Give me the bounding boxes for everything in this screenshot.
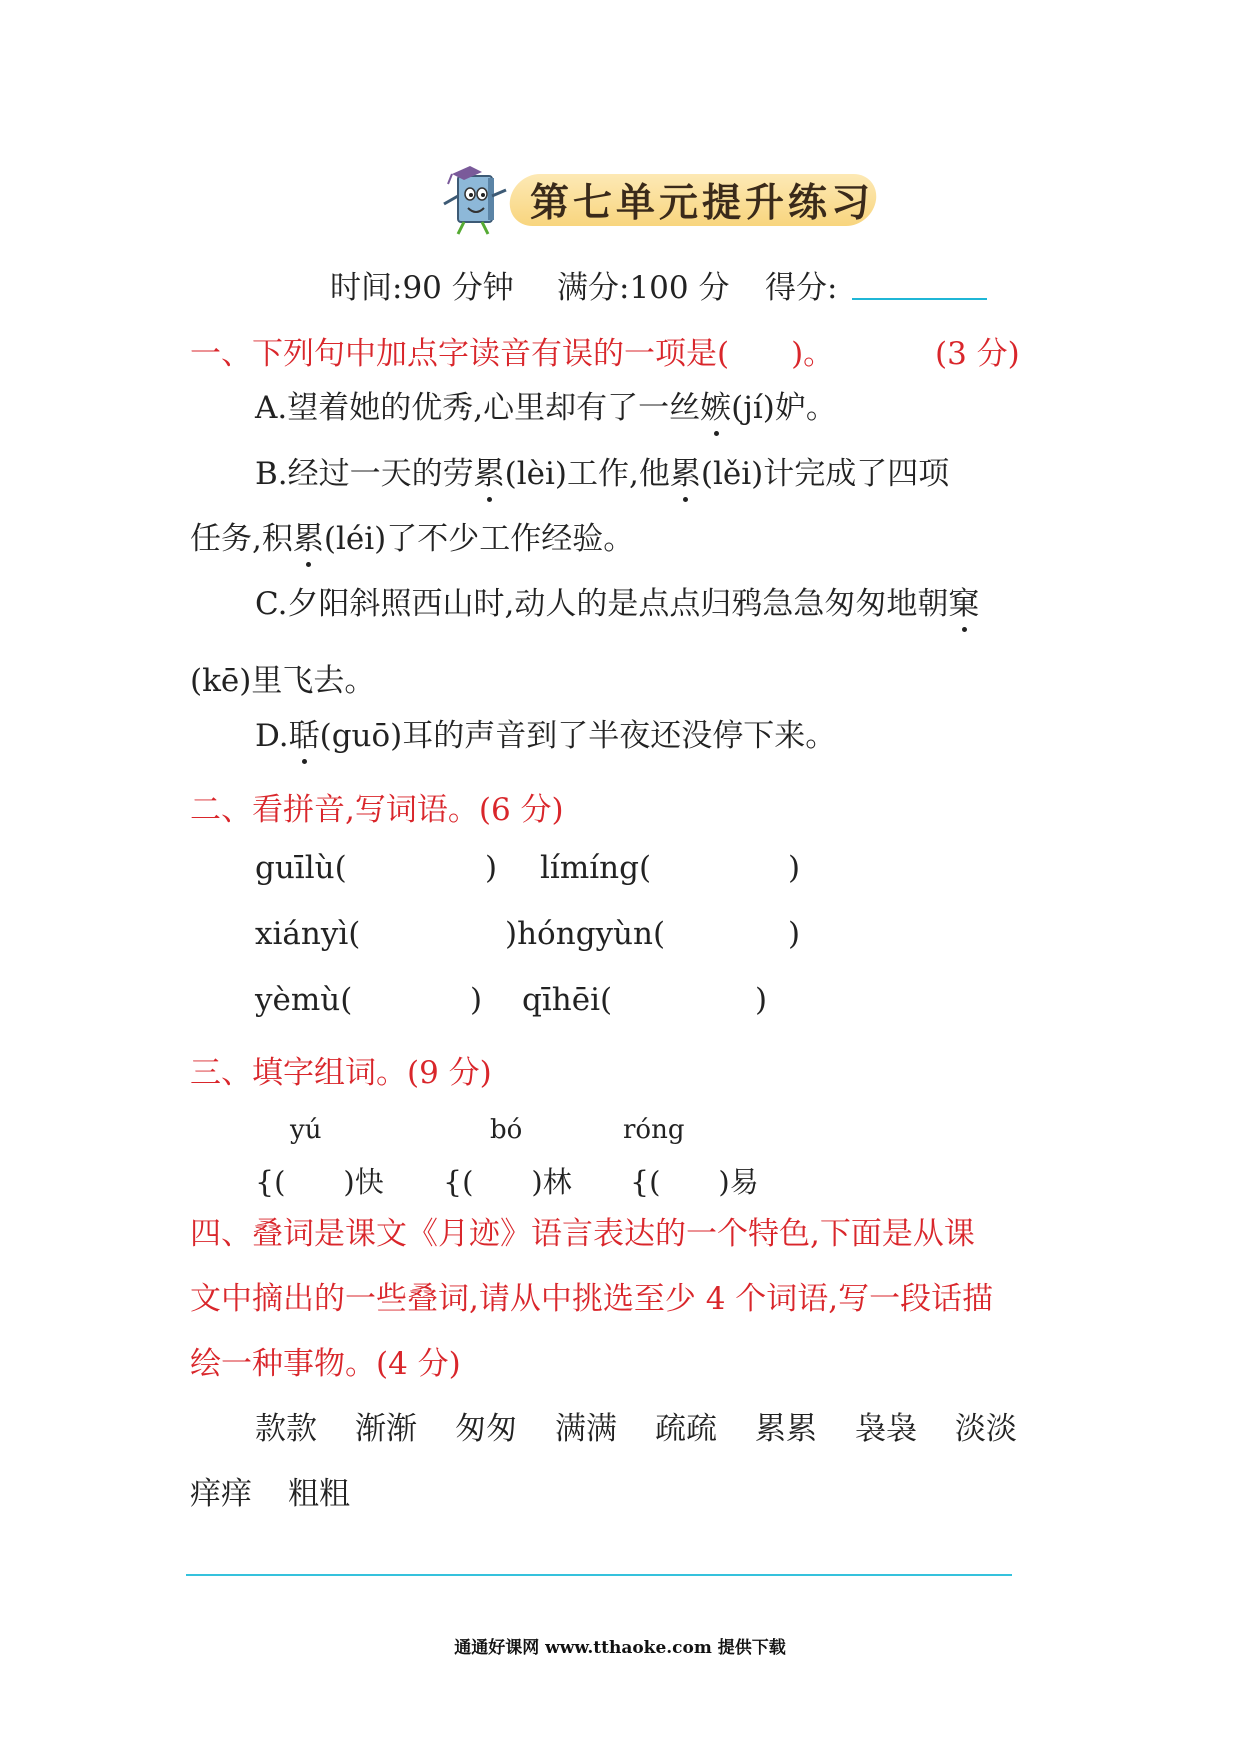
q3-pinyin: róng [623, 1115, 685, 1145]
q2-heading: 二、看拼音,写词语。(6 分) [190, 792, 564, 828]
dotted-char: 嫉 [700, 382, 731, 427]
dotted-char: 累 [670, 448, 701, 493]
q4-word: 痒痒 [190, 1476, 252, 1512]
book-mascot-icon [430, 162, 520, 242]
q4-word: 渐渐 [355, 1411, 417, 1447]
q3-pinyin: bó [490, 1115, 523, 1145]
q1-heading: 一、下列句中加点字读音有误的一项是( )。 [190, 336, 835, 372]
q2-item: guīlù( [255, 850, 347, 886]
q1-option-a: A.望着她的优秀,心里却有了一丝嫉(jí)妒。 [255, 382, 837, 427]
q2-item: )hóngyùn( [505, 916, 666, 952]
q2-item: límíng( [540, 850, 652, 886]
q1-option-b-line1: B.经过一天的劳累(lèi)工作,他累(lěi)计完成了四项 [255, 448, 949, 493]
dotted-char: 累 [474, 448, 505, 493]
q1-option-d: D.聒(guō)耳的声音到了半夜还没停下来。 [255, 710, 836, 755]
q2-item: yèmù( [255, 982, 353, 1018]
q4-word: 匆匆 [455, 1411, 517, 1447]
score-label: 得分: [765, 270, 838, 306]
footer-credit: 通通好课网 www.tthaoke.com 提供下载 [454, 1638, 786, 1658]
dotted-char: 累 [293, 513, 324, 558]
score-input-line[interactable] [852, 298, 987, 300]
q4-word: 袅袅 [855, 1411, 917, 1447]
q2-blank-close: ) [470, 982, 483, 1018]
dotted-char: 窠 [948, 578, 979, 623]
answer-line[interactable] [186, 1574, 1012, 1576]
title-banner [430, 162, 890, 242]
q3-group: {( )林 [443, 1165, 572, 1200]
q2-item: xiányì( [255, 916, 361, 952]
q3-heading: 三、填字组词。(9 分) [190, 1055, 492, 1091]
q3-group: {( )快 [255, 1165, 384, 1200]
q1-points: (3 分) [935, 336, 1020, 372]
q4-word: 粗粗 [288, 1476, 350, 1512]
q4-heading-line3: 绘一种事物。(4 分) [190, 1346, 461, 1382]
q3-pinyin: yú [290, 1115, 322, 1145]
q4-word: 满满 [555, 1411, 617, 1447]
q1-option-c-line1: C.夕阳斜照西山时,动人的是点点归鸦急急匆匆地朝窠 [255, 578, 979, 623]
q4-heading-line2: 文中摘出的一些叠词,请从中挑选至少 4 个词语,写一段话描 [190, 1281, 994, 1317]
time-info: 时间:90 分钟 [330, 270, 514, 306]
q1-option-b-line2: 任务,积累(léi)了不少工作经验。 [190, 513, 634, 558]
q4-word: 累累 [755, 1411, 817, 1447]
q4-word: 淡淡 [955, 1411, 1017, 1447]
page-title: 第七单元提升练习 [530, 181, 875, 226]
q4-heading-line1: 四、叠词是课文《月迹》语言表达的一个特色,下面是从课 [190, 1216, 975, 1252]
q2-item: qīhēi( [522, 982, 613, 1018]
q2-blank-close: ) [485, 850, 498, 886]
dotted-char: 聒 [289, 710, 320, 755]
q1-option-c-line2: (kē)里飞去。 [190, 663, 376, 699]
q4-word: 款款 [255, 1411, 317, 1447]
q2-blank-close: ) [788, 916, 801, 952]
q3-group: {( )易 [630, 1165, 759, 1200]
q2-blank-close: ) [755, 982, 768, 1018]
q4-word: 疏疏 [655, 1411, 717, 1447]
full-score-info: 满分:100 分 [557, 270, 730, 306]
q2-blank-close: ) [788, 850, 801, 886]
